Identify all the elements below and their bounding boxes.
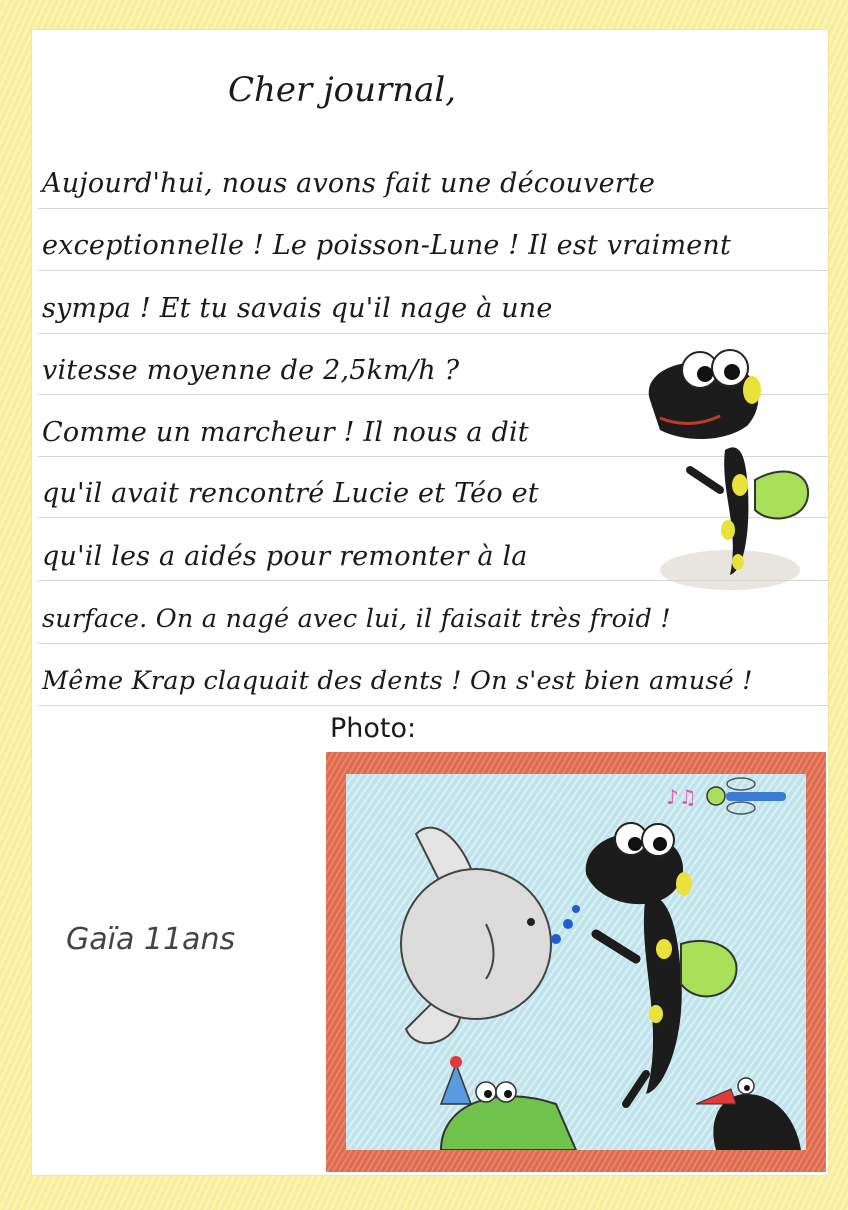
photo-drawing [346,774,806,1150]
photo-frame [326,752,826,1172]
svg-text:♪♫: ♪♫ [666,785,697,809]
journal-line-8: surface. On a nagé avec lui, il faisait très froid ! [42,604,671,634]
journal-line-2: exceptionnelle ! Le poisson-Lune ! Il est vraiment [42,230,732,261]
salamander-illustration [630,330,830,600]
journal-line-3: sympa ! Et tu savais qu'il nage à une [42,293,553,324]
ruled-line [38,270,828,271]
journal-title: Cher journal, [228,70,457,110]
journal-line-4: vitesse moyenne de 2,5km/h ? [42,355,460,386]
salamander-photo-illustration [586,823,737,1104]
journal-line-6: qu'il avait rencontré Lucie et Téo et [42,478,539,509]
ruled-line [38,208,828,209]
dragonfly-illustration [666,778,786,814]
journal-line-5: Comme un marcheur ! Il nous a dit [42,417,529,448]
ruled-line [38,643,828,644]
journal-line-7: qu'il les a aidés pour remonter à la [42,541,528,572]
journal-line-1: Aujourd'hui, nous avons fait une découverte [42,168,656,199]
bird-illustration [696,1078,801,1150]
journal-line-9: Même Krap claquait des dents ! On s'est bien amusé ! [42,666,753,696]
sunfish-illustration [401,828,580,1044]
frog-illustration [441,1056,576,1150]
photo-label: Photo: [330,713,417,744]
author-signature: Gaïa 11ans [66,922,236,957]
ruled-line [38,705,828,706]
